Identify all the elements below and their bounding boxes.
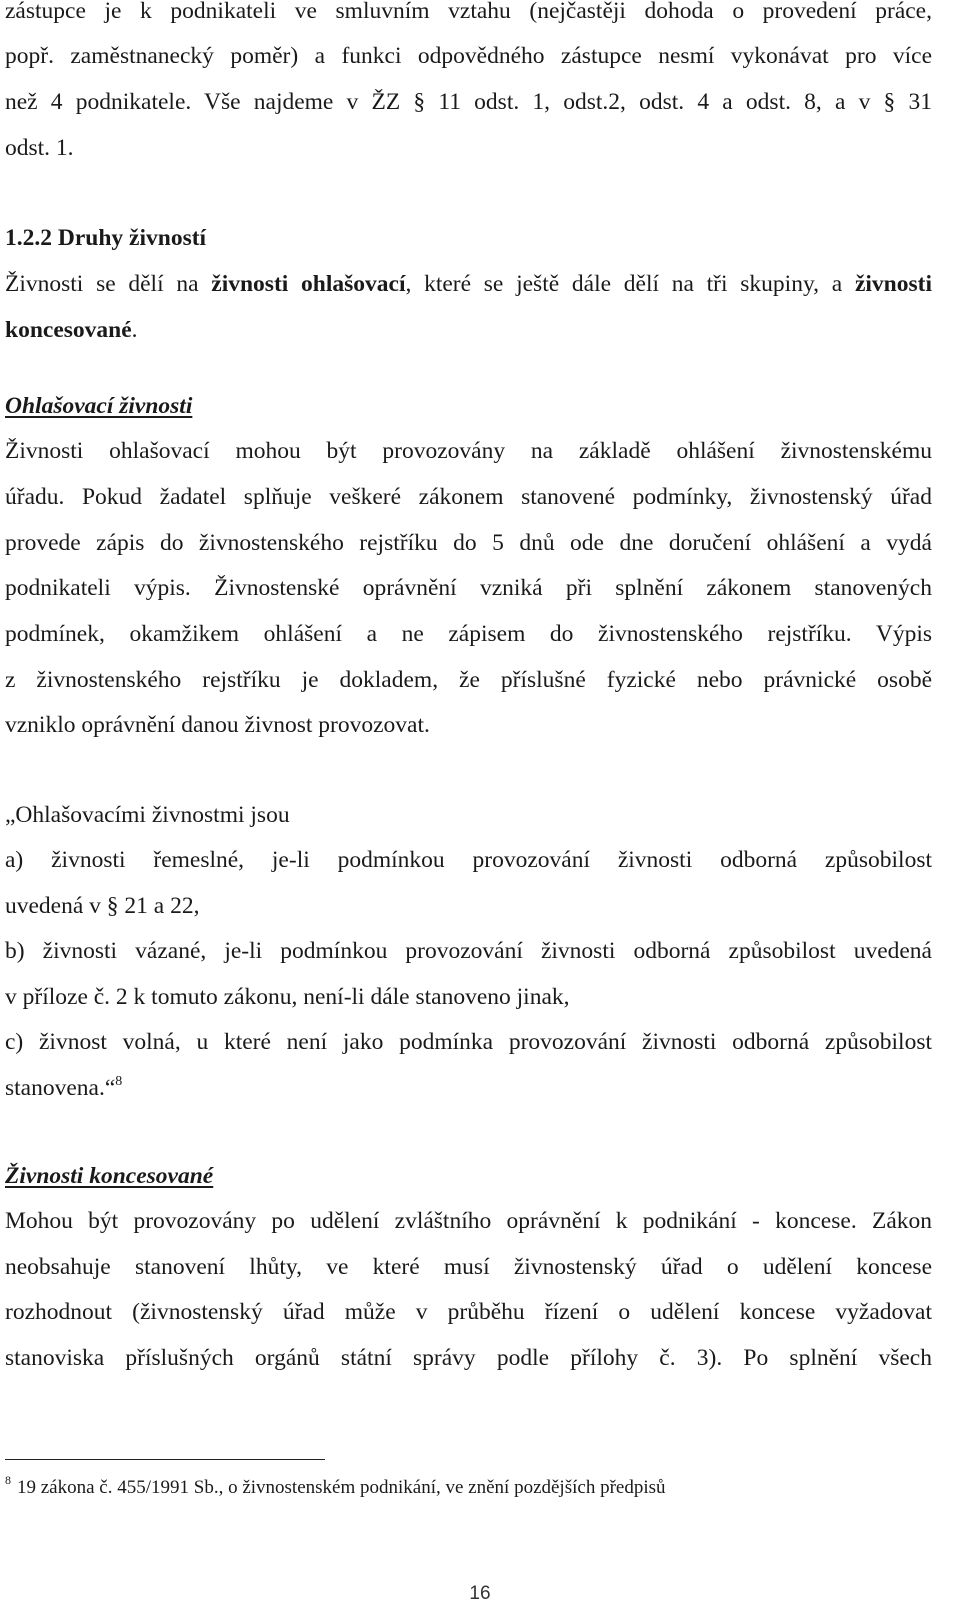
quote-line-5: v příloze č. 2 k tomuto zákonu, není-li dále stanoveno jinak, <box>5 984 570 1010</box>
quote-line-2: a) živnosti řemeslné, je-li podmínkou provozování živnosti odborná způsobilost <box>5 847 932 873</box>
footnote-reference[interactable]: 8 <box>115 1074 123 1089</box>
footnote-number: 8 <box>5 1473 11 1487</box>
types-text-1: Živnosti se dělí na <box>5 271 212 297</box>
ohlasovaci-line-5: podmínek, okamžikem ohlášení a ne zápisem do živnostenského rejstříku. Výpis <box>5 621 932 647</box>
koncesovane-line-3: rozhodnout (živnostenský úřad může v průběhu řízení o udělení koncese vyžadovat <box>5 1299 932 1325</box>
page-number: 16 <box>469 1583 491 1604</box>
ohlasovaci-title: Ohlašovací živnosti <box>5 393 193 419</box>
ohlasovaci-line-4: podnikateli výpis. Živnostenské oprávnění vzniká při splnění zákonem stanovených <box>5 575 932 601</box>
koncesovane-line-4: stanoviska příslušných orgánů státní správy podle přílohy č. 3). Po splnění všech <box>5 1345 932 1371</box>
footnote-divider <box>5 1459 325 1460</box>
section-heading: 1.2.2 Druhy živností <box>5 225 207 251</box>
types-paragraph-line-2 <box>5 315 138 345</box>
quote-line-6: c) živnost volná, u které není jako podmínka provozování živnosti odborná způsobilost <box>5 1029 932 1055</box>
term-koncesovane: koncesované <box>5 317 132 343</box>
quote-line-4: b) živnosti vázané, je-li podmínkou provozování živnosti odborná způsobilost uvedená <box>5 938 932 964</box>
types-paragraph-line-1 <box>5 269 932 299</box>
term-ohlasovaci: živnosti ohlašovací <box>211 271 406 297</box>
koncesovane-line-2: neobsahuje stanovení lhůty, ve které musí živnostenský úřad o udělení koncese <box>5 1254 932 1280</box>
term-zivnosti: živnosti <box>854 271 932 297</box>
quote-line-1: „Ohlašovacími živnostmi jsou <box>5 802 290 828</box>
quote-line-7 <box>5 1073 122 1107</box>
ohlasovaci-line-1: Živnosti ohlašovací mohou být provozovány na základě ohlášení živnostenskému <box>5 438 932 464</box>
footnote-text: 19 zákona č. 455/1991 Sb., o živnostenském podnikání, ve znění pozdějších předpisů <box>17 1477 666 1498</box>
intro-line-3: než 4 podnikatele. Vše najdeme v ŽZ § 11 odst. 1, odst.2, odst. 4 a odst. 8, a v § 31 <box>5 89 932 115</box>
intro-line-1: zástupce je k podnikateli ve smluvním vztahu (nejčastěji dohoda o provedení práce, <box>5 0 932 24</box>
koncesovane-line-1: Mohou být provozovány po udělení zvláštního oprávnění k podnikání - koncese. Zákon <box>5 1208 932 1234</box>
footnote <box>5 1475 666 1502</box>
koncesovane-title: Živnosti koncesované <box>5 1163 214 1189</box>
ohlasovaci-line-3: provede zápis do živnostenského rejstříku do 5 dnů ode dne doručení ohlášení a vydá <box>5 530 932 556</box>
intro-line-2: popř. zaměstnanecký poměr) a funkci odpovědného zástupce nesmí vykonávat pro více <box>5 43 932 69</box>
intro-line-4: odst. 1. <box>5 135 74 161</box>
types-text-2: , které se ještě dále dělí na tři skupiny, a <box>405 271 855 297</box>
ohlasovaci-line-6: z živnostenského rejstříku je dokladem, že příslušné fyzické nebo právnické osobě <box>5 667 932 693</box>
types-text-end: . <box>131 317 138 343</box>
quote-line-3: uvedená v § 21 a 22, <box>5 893 200 919</box>
ohlasovaci-line-7: vzniklo oprávnění danou živnost provozovat. <box>5 712 430 738</box>
ohlasovaci-line-2: úřadu. Pokud žadatel splňuje veškeré zákonem stanovené podmínky, živnostenský úřad <box>5 484 932 510</box>
quote-end-text: stanovena.“ <box>5 1075 116 1101</box>
